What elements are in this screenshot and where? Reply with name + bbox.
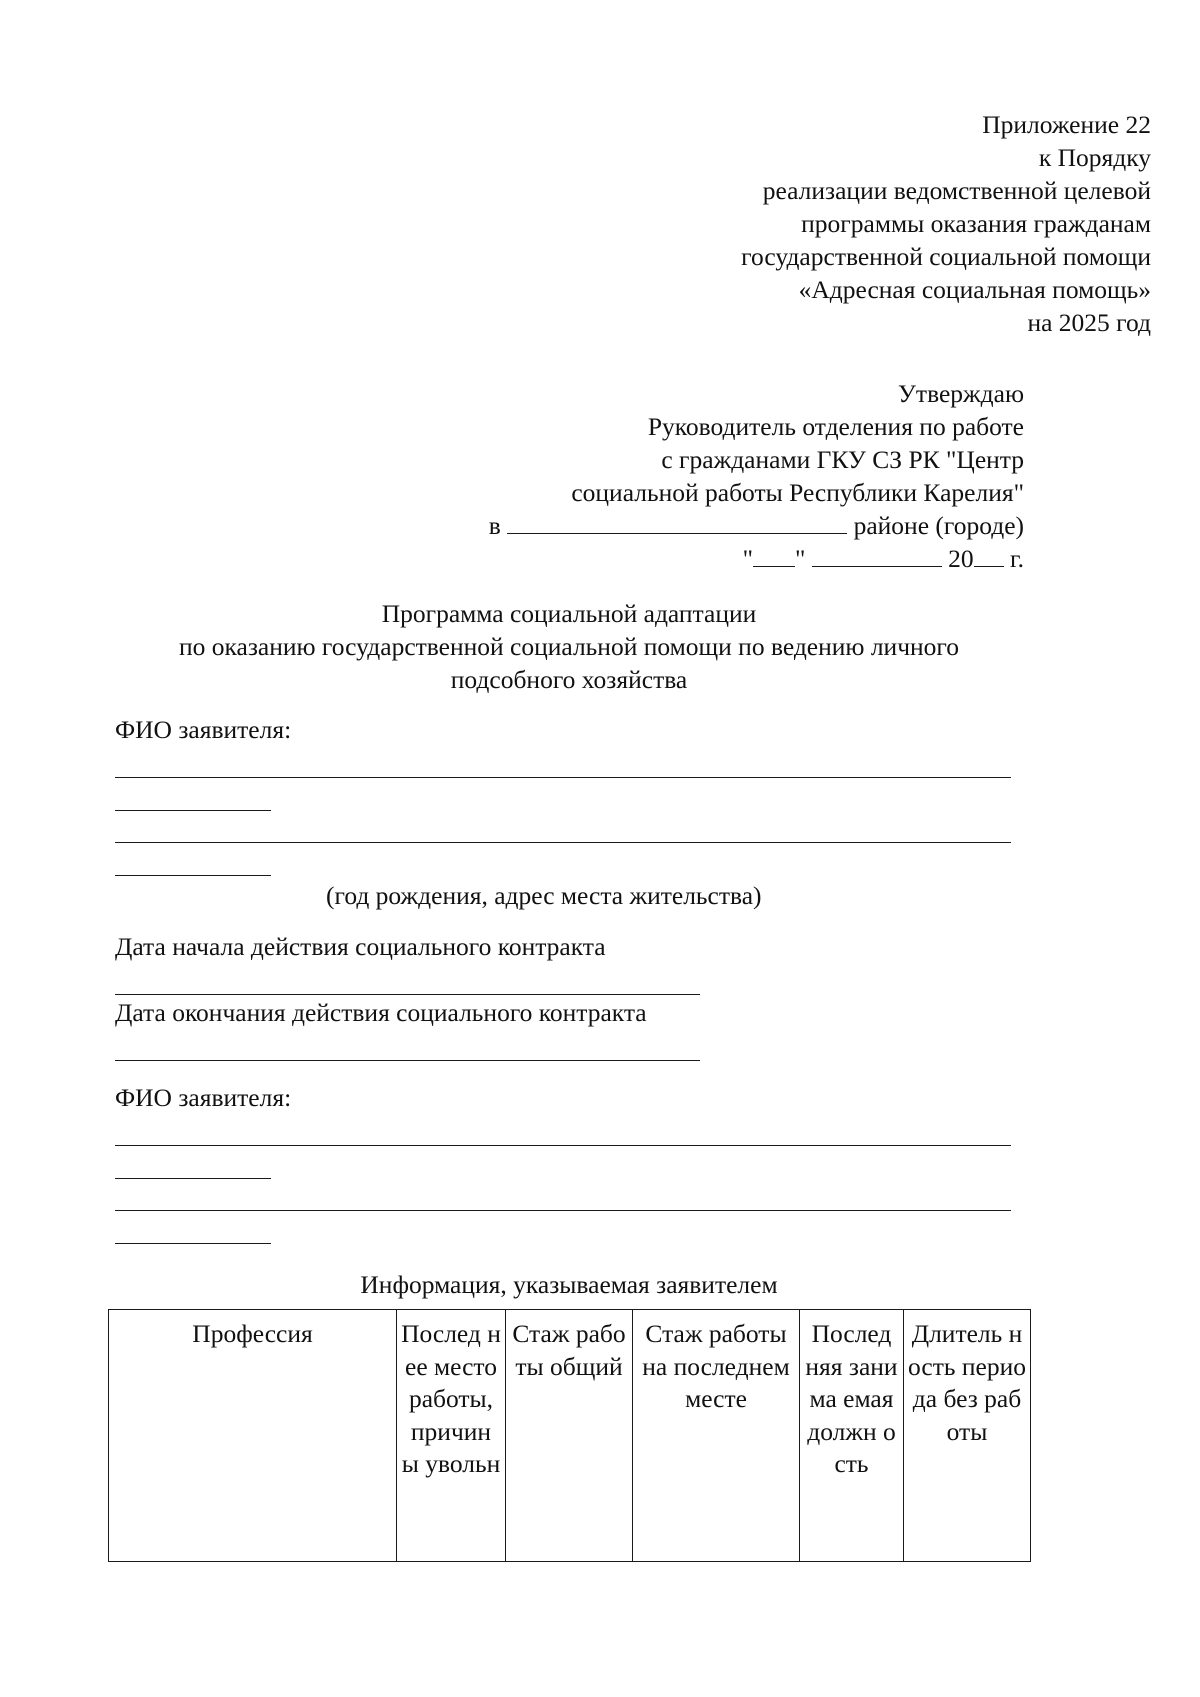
appendix-line: реализации ведомственной целевой: [762, 176, 1151, 205]
date-year-field[interactable]: [974, 542, 1004, 567]
applicant-field-line[interactable]: [115, 777, 1011, 778]
date-quote-close: ": [794, 544, 806, 573]
header-last-workplace: Послед нее место работы, причин ы увольн: [397, 1310, 506, 1562]
approval-district-line: [489, 509, 1024, 542]
approval-line: Утверждаю: [897, 379, 1024, 408]
date-quote-open: ": [742, 544, 753, 573]
appendix-line: государственной социальной помощи: [741, 242, 1151, 271]
applicant-field-line[interactable]: [115, 1210, 1011, 1211]
appendix-line: к Порядку: [1038, 143, 1151, 172]
appendix-line: «Адресная социальная помощь»: [798, 275, 1151, 304]
header-profession: Профессия: [109, 1310, 397, 1562]
title-line: по оказанию государственной социальной помощи по ведению личного: [178, 632, 960, 661]
district-prefix: в: [488, 511, 501, 540]
approval-date-line: [489, 542, 1024, 575]
approval-block: [489, 377, 1024, 575]
title-line: Программа социальной адаптации: [381, 599, 757, 628]
table-header-row: [109, 1310, 1031, 1562]
date-year-suffix: г.: [1010, 544, 1024, 573]
birth-address-hint: (год рождения, адрес места жительства): [326, 881, 762, 910]
contract-start-label: Дата начала действия социального контракта: [115, 932, 606, 961]
approval-line: с гражданами ГКУ СЗ РК "Центр: [661, 445, 1024, 474]
applicant-field-line[interactable]: [115, 1243, 271, 1244]
applicant-info-table: [108, 1309, 1031, 1562]
header-last-position: Послед няя занима емая должн ость: [800, 1310, 904, 1562]
district-suffix: районе (городе): [853, 511, 1024, 540]
document-title: [108, 597, 1030, 696]
appendix-block: [741, 108, 1151, 339]
applicant-label: ФИО заявителя:: [115, 1083, 292, 1112]
header-last-place-experience: Стаж работы на последнем месте: [633, 1310, 800, 1562]
date-day-field[interactable]: [753, 542, 795, 567]
contract-start-field[interactable]: [115, 994, 700, 995]
approval-line: Руководитель отделения по работе: [647, 412, 1024, 441]
applicant-field-line[interactable]: [115, 1145, 1011, 1146]
contract-end-field[interactable]: [115, 1060, 700, 1061]
table-caption: Информация, указываемая заявителем: [360, 1270, 778, 1299]
date-month-field[interactable]: [812, 542, 942, 567]
appendix-line: программы оказания гражданам: [801, 209, 1151, 238]
appendix-line: на 2025 год: [1027, 308, 1151, 337]
applicant-field-line[interactable]: [115, 1178, 271, 1179]
applicant-field-line[interactable]: [115, 810, 271, 811]
applicant-label: ФИО заявителя:: [115, 715, 292, 744]
header-total-experience: Стаж работы общий: [506, 1310, 633, 1562]
applicant-field-line[interactable]: [115, 875, 271, 876]
approval-line: социальной работы Республики Карелия": [571, 478, 1024, 507]
title-line: подсобного хозяйства: [450, 665, 688, 694]
district-field[interactable]: [507, 509, 847, 534]
applicant-field-line[interactable]: [115, 842, 1011, 843]
date-year-prefix: 20: [948, 544, 974, 573]
contract-end-label: Дата окончания действия социального контракта: [115, 998, 647, 1027]
header-unemployment-duration: Длитель ность периода без работы: [904, 1310, 1031, 1562]
appendix-line: Приложение 22: [982, 110, 1151, 139]
